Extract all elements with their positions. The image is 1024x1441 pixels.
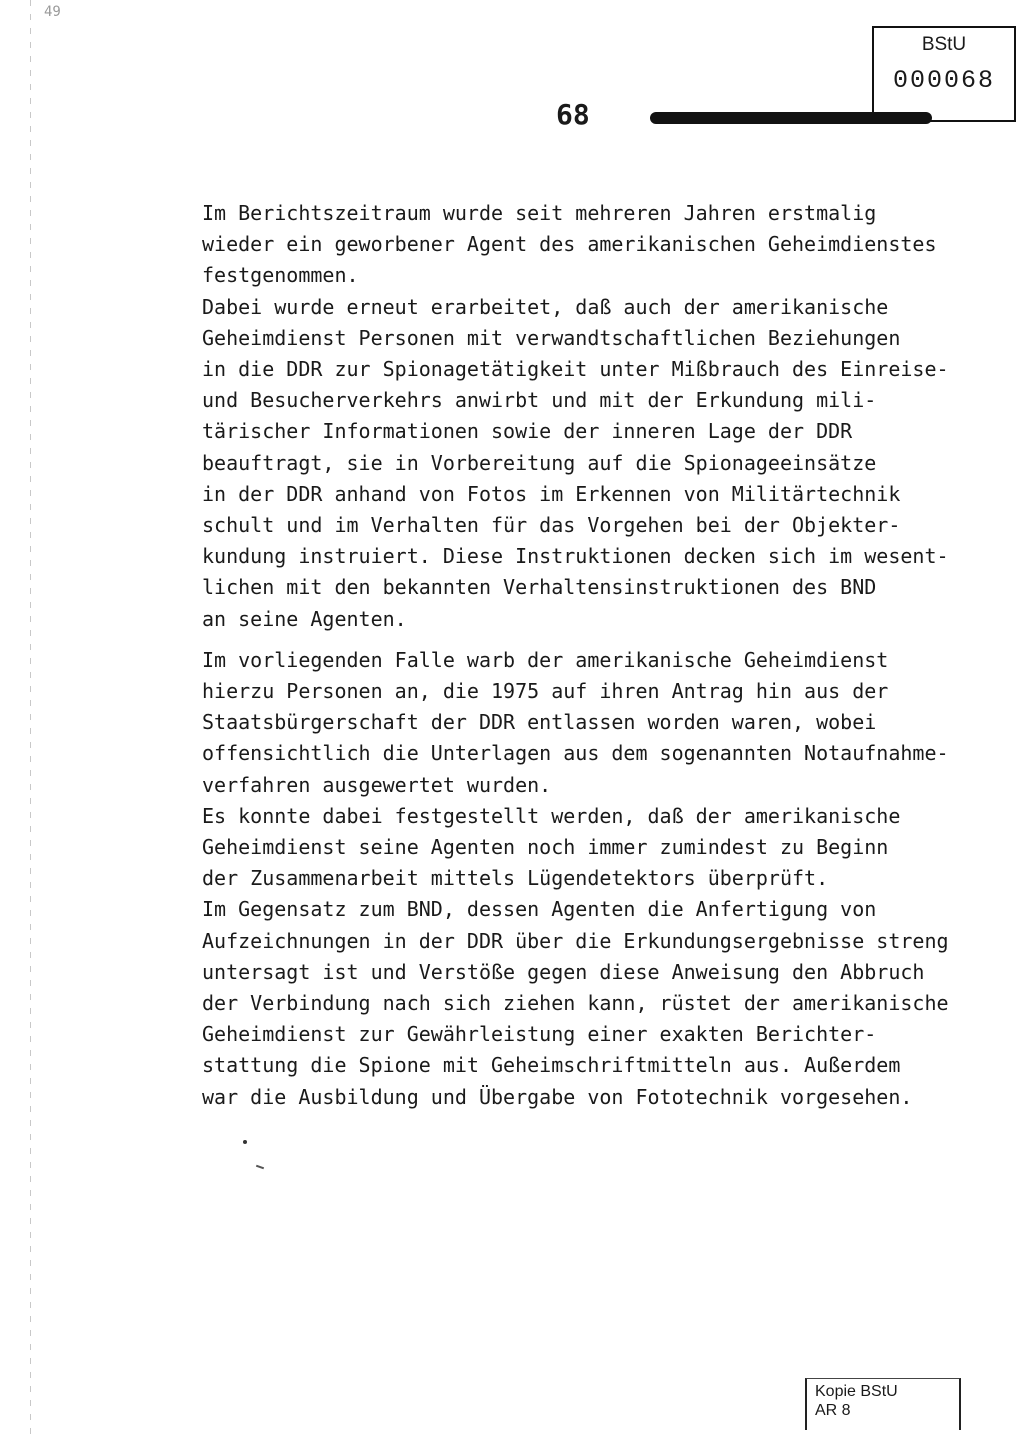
corner-mark: 49 (44, 4, 61, 20)
stamp-org: BStU (921, 34, 967, 55)
text-line: in der DDR anhand von Fotos im Erkennen von Militärtechnik (202, 481, 901, 506)
redaction-bar (650, 112, 932, 124)
text-line: der Zusammenarbeit mittels Lügendetektors überprüft. (202, 866, 829, 891)
text-line: an seine Agenten. (202, 606, 407, 631)
text-line: hierzu Personen an, die 1975 auf ihren Antrag hin aus der (202, 679, 889, 704)
text-line: Geheimdienst zur Gewährleistung einer exakten Berichter- (202, 1022, 877, 1047)
text-line: festgenommen. (202, 263, 359, 288)
text-line: und Besucherverkehrs anwirbt und mit der Erkundung mili- (202, 388, 877, 413)
archive-stamp (872, 26, 1016, 122)
page-number: 68 (556, 98, 590, 131)
text-line: Staatsbürgerschaft der DDR entlassen worden waren, wobei (202, 710, 877, 735)
text-line: untersagt ist und Verstöße gegen diese Anweisung den Abbruch (202, 959, 925, 984)
text-line: Im vorliegenden Falle warb der amerikanische Geheimdienst (202, 647, 889, 672)
text-line: Im Berichtszeitraum wurde seit mehreren Jahren erstmalig (202, 201, 877, 225)
stray-mark (256, 1165, 264, 1170)
text-line: Dabei wurde erneut erarbeitet, daß auch der amerikanische (202, 294, 889, 319)
copy-stamp-line1: Kopie BStU (815, 1383, 898, 1400)
text-line: offensichtlich die Unterlagen aus dem sogenannten Notaufnahme- (202, 741, 949, 766)
text-line: war die Ausbildung und Übergabe von Fototechnik vorgesehen. (202, 1084, 913, 1109)
text-line: Im Gegensatz zum BND, dessen Agenten die Anfertigung von (202, 897, 877, 922)
text-line: Aufzeichnungen in der DDR über die Erkundungsergebnisse streng (202, 928, 949, 953)
stray-mark (243, 1140, 247, 1144)
text-line: beauftragt, sie in Vorbereitung auf die Spionageeinsätze (202, 450, 877, 475)
paragraph-1 (202, 198, 1002, 635)
paragraph-2 (202, 645, 1002, 1113)
document-body (202, 198, 1002, 1113)
text-line: lichen mit den bekannten Verhaltensinstruktionen des BND (202, 575, 877, 600)
text-line: schult und im Verhalten für das Vorgehen bei der Objekter- (202, 513, 901, 538)
text-line: verfahren ausgewertet wurden. (202, 772, 552, 797)
text-line: der Verbindung nach sich ziehen kann, rüstet der amerikanische (202, 991, 949, 1016)
stamp-number: 000068 (892, 66, 995, 95)
text-line: kundung instruiert. Diese Instruktionen decken sich im wesent- (202, 544, 949, 569)
text-line: Geheimdienst seine Agenten noch immer zumindest zu Beginn (202, 835, 889, 860)
text-line: tärischer Informationen sowie der inneren Lage der DDR (202, 419, 853, 444)
text-line: Geheimdienst Personen mit verwandtschaftlichen Beziehungen (202, 325, 901, 350)
text-line: in die DDR zur Spionagetätigkeit unter Mißbrauch des Einreise- (202, 357, 949, 382)
scan-edge (30, 0, 31, 1441)
copy-stamp (805, 1378, 961, 1430)
text-line: wieder ein geworbener Agent des amerikanischen Geheimdienstes (202, 232, 937, 257)
text-line: Es konnte dabei festgestellt werden, daß der amerikanische (202, 803, 901, 828)
copy-stamp-line2: AR 8 (815, 1402, 851, 1419)
text-line: stattung die Spione mit Geheimschriftmitteln aus. Außerdem (202, 1053, 901, 1078)
